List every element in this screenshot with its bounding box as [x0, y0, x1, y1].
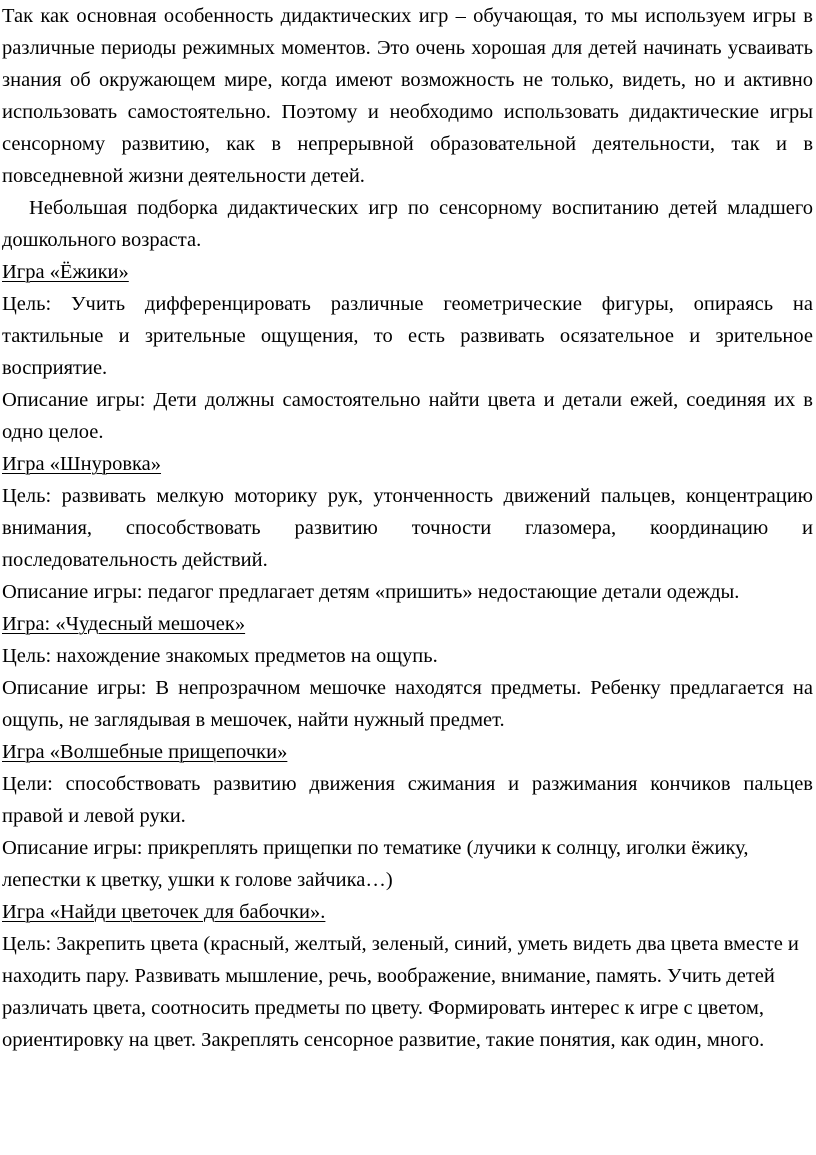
game-goal: Цель: Закрепить цвета (красный, желтый, зеленый, синий, уметь видеть два цвета вместе и находить пару. Развивать мышление, речь, воображение, внимание, память. Учить детей различать цвета, соотносить предметы по цвету. Формировать интерес к игре с цветом, ориентировку на цвет. Закреплять сенсорное развитие, такие понятия, как один, много.: [2, 933, 799, 1051]
game-description: Описание игры: педагог предлагает детям «пришить» недостающие детали одежды.: [2, 581, 740, 603]
game-title: Игра «Шнуровка»: [2, 453, 162, 475]
intro-paragraph: Так как основная особенность дидактических игр – обучающая, то мы используем игры в различные периоды режимных моментов. Это очень хорошая для детей начинать усваивать знания об окружающем мире, когда имеют возможность не только, видеть, но и активно использовать самостоятельно. Поэтому и необходимо использовать дидактические игры сенсорному развитию, как в непрерывной образовательной деятельности, так и в повседневной жизни деятельности детей.: [2, 5, 813, 187]
game-section-clothespins: [2, 736, 813, 896]
game-goal: Цели: способствовать развитию движения сжимания и разжимания кончиков пальцев правой и левой руки.: [2, 773, 813, 827]
game-section-hedgehogs: [2, 256, 813, 448]
game-description: Описание игры: прикреплять прищепки по тематике (лучики к солнцу, иголки ёжику, лепестки к цветку, ушки к голове зайчика…): [2, 837, 749, 891]
game-section-lacing: [2, 448, 813, 608]
game-goal: Цель: Учить дифференцировать различные геометрические фигуры, опираясь на тактильные и зрительные ощущения, то есть развивать осязательное и зрительное восприятие.: [2, 293, 813, 379]
game-description: Описание игры: В непрозрачном мешочке находятся предметы. Ребенку предлагается на ощупь, не заглядывая в мешочек, найти нужный предмет.: [2, 677, 813, 731]
game-title: Игра «Найди цветочек для бабочки».: [2, 901, 326, 923]
game-description: Описание игры: Дети должны самостоятельно найти цвета и детали ежей, соединяя их в одно целое.: [2, 389, 813, 443]
game-goal: Цель: развивать мелкую моторику рук, утонченность движений пальцев, концентрацию внимания, способствовать развитию точности глазомера, координацию и последовательность действий.: [2, 485, 813, 571]
intro-paragraph-list-note: Небольшая подборка дидактических игр по сенсорному воспитанию детей младшего дошкольного возраста.: [2, 197, 813, 251]
game-title: Игра «Ёжики»: [2, 261, 129, 283]
game-section-wonder-bag: [2, 608, 813, 736]
game-section-flower-for-butterfly: [2, 896, 813, 1056]
game-goal: Цель: нахождение знакомых предметов на ощупь.: [2, 645, 438, 667]
game-title: Игра «Волшебные прищепочки»: [2, 741, 288, 763]
game-title: Игра: «Чудесный мешочек»: [2, 613, 246, 635]
